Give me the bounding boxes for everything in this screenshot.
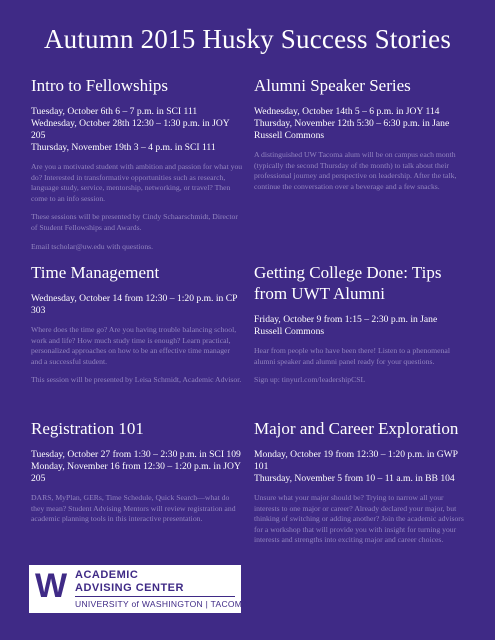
academic-advising-logo (29, 565, 249, 613)
section-heading: Major and Career Exploration (254, 419, 459, 438)
section-heading: Getting College Done: Tips from UWT Alumni (254, 263, 442, 303)
logo-line-1: ACADEMIC (75, 569, 139, 581)
time-management-section (31, 262, 243, 386)
schedule-line: Wednesday, October 14 from 12:30 – 1:20 p.m. in CP 303 (31, 293, 238, 316)
logo-line-2: ADVISING CENTER (75, 582, 184, 594)
section-heading: Alumni Speaker Series (254, 76, 411, 95)
schedule-line: Thursday, November 12th 5:30 – 6:30 p.m. in Jane Russell Commons (254, 118, 450, 141)
uw-w-logo-icon: W (35, 567, 68, 605)
schedule-line: Monday, October 19 from 12:30 – 1:20 p.m. in GWP 101 (254, 449, 458, 472)
section-description: Unsure what your major should be? Trying to narrow all your interests to one major or career? Already declared your major, but thinking of switching or adding another? Join the academic advisors for a workshop that will provide you with insight for turning your interests and strengths into exciting major and career choices. (254, 493, 464, 545)
section-description: A distinguished UW Tacoma alum will be on campus each month (typically the second Thursday of the month) to talk about their professional journey and perspective on leadership. After the talk, continue the conversation over a beverage and a few snacks. (254, 150, 457, 191)
schedule-line: Monday, November 16 from 12:30 – 1:20 p.m. in JOY 205 (31, 461, 241, 484)
schedule-line: Friday, October 9 from 1:15 – 2:30 p.m. in Jane Russell Commons (254, 314, 438, 337)
page-title: Autumn 2015 Husky Success Stories (43, 24, 452, 54)
alumni-speaker-section (254, 75, 466, 192)
major-career-section (254, 418, 466, 546)
section-description: Where does the time go? Are you having trouble balancing school, work and life? How much study time is enough? Learn practical, personalized approaches on how to be an effective time manager and a successful student. (31, 325, 237, 366)
registration-section (31, 418, 243, 525)
schedule-line: Tuesday, October 27 from 1:30 – 2:30 p.m. in SCI 109 (31, 449, 241, 460)
schedule-line: Wednesday, October 14th 5 – 6 p.m. in JOY 114 (254, 106, 440, 117)
fellowships-section (31, 75, 243, 252)
section-heading: Intro to Fellowships (31, 76, 168, 95)
contact-email[interactable]: Email tscholar@uw.edu with questions. (31, 241, 154, 251)
section-description: Hear from people who have been there! Listen to a phenomenal alumni speaker and alumni panel ready for your questions. (254, 346, 450, 366)
presenter-note: This session will be presented by Leisa Schmidt, Academic Advisor. (31, 375, 242, 385)
schedule-line: Thursday, November 5 from 10 – 11 a.m. in BB 104 (254, 473, 455, 484)
logo-divider (75, 596, 235, 597)
schedule-line: Wednesday, October 28th 12:30 – 1:30 p.m. in JOY 205 (31, 118, 230, 141)
section-heading: Registration 101 (31, 419, 144, 438)
section-description: DARS, MyPlan, GERs, Time Schedule, Quick Search—what do they mean? Student Advising Mentors will review registration and academic planning tools in this interactive presentation. (31, 493, 236, 524)
logo-line-3: UNIVERSITY of WASHINGTON | TACOMA (75, 599, 249, 609)
presenter-note: These sessions will be presented by Cindy Schaarschmidt, Director of Student Fellowships and Awards. (31, 212, 238, 232)
signup-link[interactable]: Sign up: tinyurl.com/leadershipCSL (254, 375, 366, 385)
schedule-line: Thursday, November 19th 3 – 4 p.m. in SCI 111 (31, 142, 216, 153)
college-done-section (254, 262, 466, 386)
section-description: Are you a motivated student with ambition and passion for what you do? Interested in transformative opportunities such as research, language study, service, mentorship, networking, or travel? Then come to an info session. (31, 162, 243, 203)
schedule-line: Tuesday, October 6th 6 – 7 p.m. in SCI 111 (31, 106, 198, 117)
section-heading: Time Management (31, 263, 160, 282)
